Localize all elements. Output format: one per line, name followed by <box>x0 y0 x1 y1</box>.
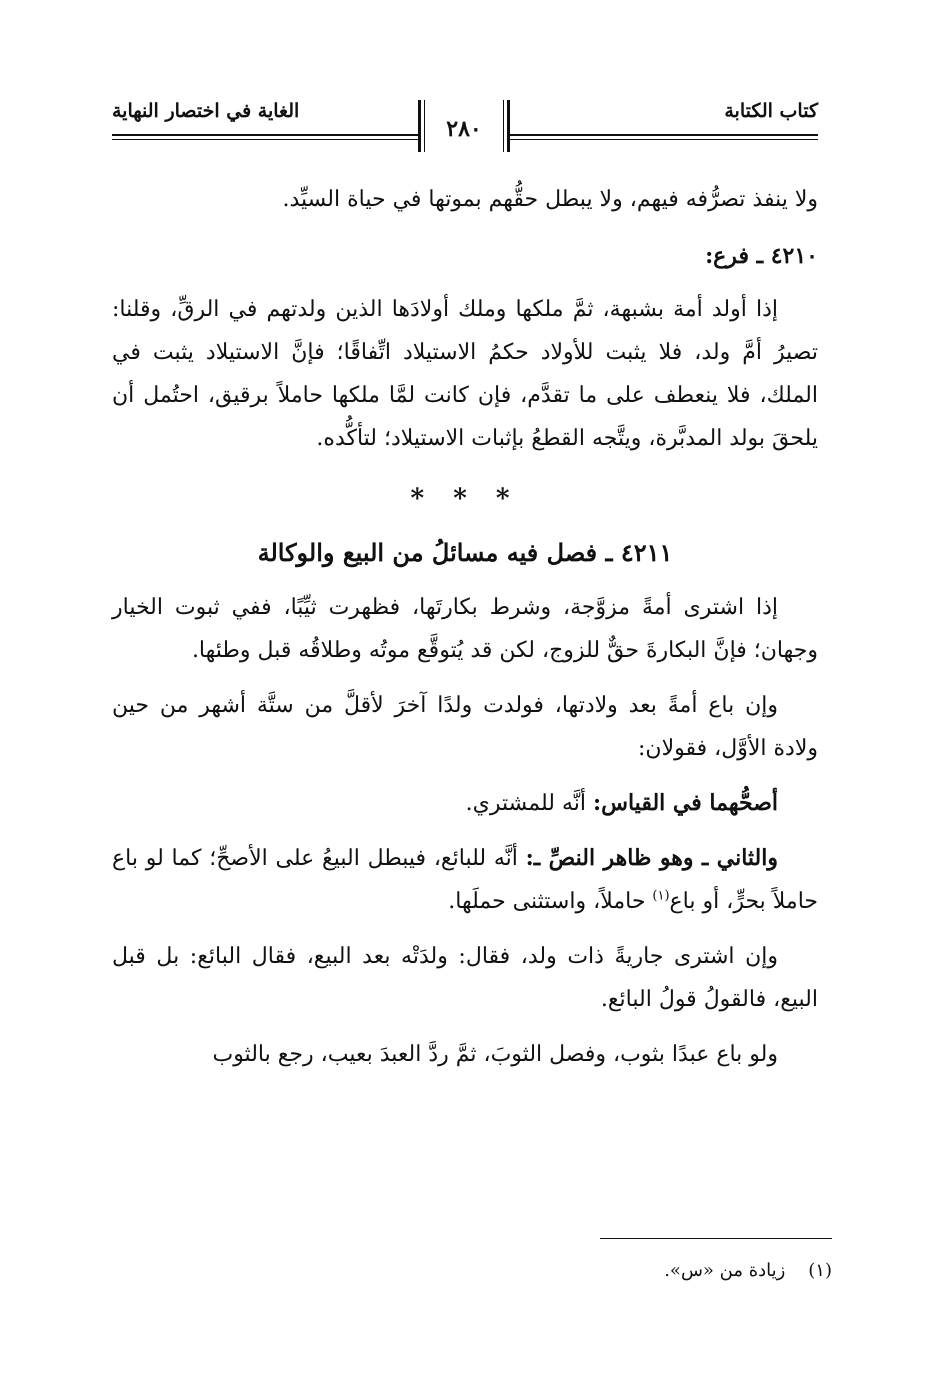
section-title: كتاب الكتابة <box>724 100 818 122</box>
paragraph: وإن باع أمةً بعد ولادتها، فولدت ولدًا آخرَ لأقلَّ من ستَّة أشهر من حين ولادة الأوَّل، فقولان: <box>112 693 818 761</box>
footnote <box>126 1256 832 1286</box>
paragraph: وإن اشترى جاريةً ذات ولد، فقال: ولدَتْه بعد البيع، فقال البائع: بل قبل البيع، فالقولُ قولُ البائع. <box>112 944 818 1012</box>
paragraph-text: حاملاً، واستثنى حملَها. <box>448 889 653 914</box>
section-divider-stars: * * * <box>410 484 520 514</box>
branch-heading: ٤٢١٠ ـ فرع: <box>705 243 818 269</box>
footnote-rule <box>600 1238 832 1239</box>
paragraph: إذا اشترى أمةً مزوَّجة، وشرط بكارتَها، فظهرت ثيِّبًا، ففي ثبوت الخيار وجهان؛ فإنَّ البكارةَ حقٌّ للزوج، لكن قد يُتوقَّع موتُه وطلاقُه قبل وطئها. <box>112 595 818 663</box>
bold-lead: والثاني ـ وهو ظاهر النصِّ ـ: <box>525 845 779 871</box>
footnote-number: (١) <box>808 1260 832 1281</box>
running-header <box>112 92 818 162</box>
paragraph-text: أنَّه للبائع، فيبطل البيعُ على الأصحِّ؛ كما لو باع حاملاً بحرٍّ، أو باع <box>112 846 818 914</box>
page-number: ٢٨٠ <box>446 116 482 142</box>
paragraph <box>112 837 818 923</box>
paragraph: ولو باع عبدًا بثوب، وفصل الثوبَ، ثمَّ ردَّ العبدَ بعيب، رجع بالثوب <box>212 1042 778 1067</box>
paragraph-text: أنَّه للمشتري. <box>465 791 593 816</box>
footnote-marker[interactable]: (١) <box>652 888 670 904</box>
paragraph-continuation: ولا ينفذ تصرُّفه فيهم، ولا يبطل حقُّهم بموتها في حياة السيِّد. <box>282 187 818 212</box>
book-title: الغاية في اختصار النهاية <box>112 100 300 122</box>
bold-lead: أصحُّهما في القياس: <box>593 790 778 816</box>
chapter-heading: ٤٢١١ ـ فصل فيه مسائلُ من البيع والوكالة <box>257 538 673 567</box>
paragraph: إذا أولد أمة بشبهة، ثمَّ ملكها وملك أولادَها الذين ولدتهم في الرقِّ، وقلنا: تصيرُ أمَّ ولد، فلا يثبت للأولاد حكمُ الاستيلاد اتِّفاقًا؛ فإنَّ الاستيلاد يثبت في الملك، فلا ينعطف على ما تقدَّم، فإن كانت لمَّا ملكها حاملاً برقيق، احتُمل أن يلحقَ بولد المدبَّرة، ويتَّجه القطعُ بإثبات الاستيلاد؛ لتأكُّده. <box>112 297 818 451</box>
page-number-box <box>418 100 510 152</box>
page-body <box>112 178 818 1076</box>
paragraph <box>112 782 818 825</box>
footnote-text: زيادة من «س». <box>664 1260 786 1281</box>
